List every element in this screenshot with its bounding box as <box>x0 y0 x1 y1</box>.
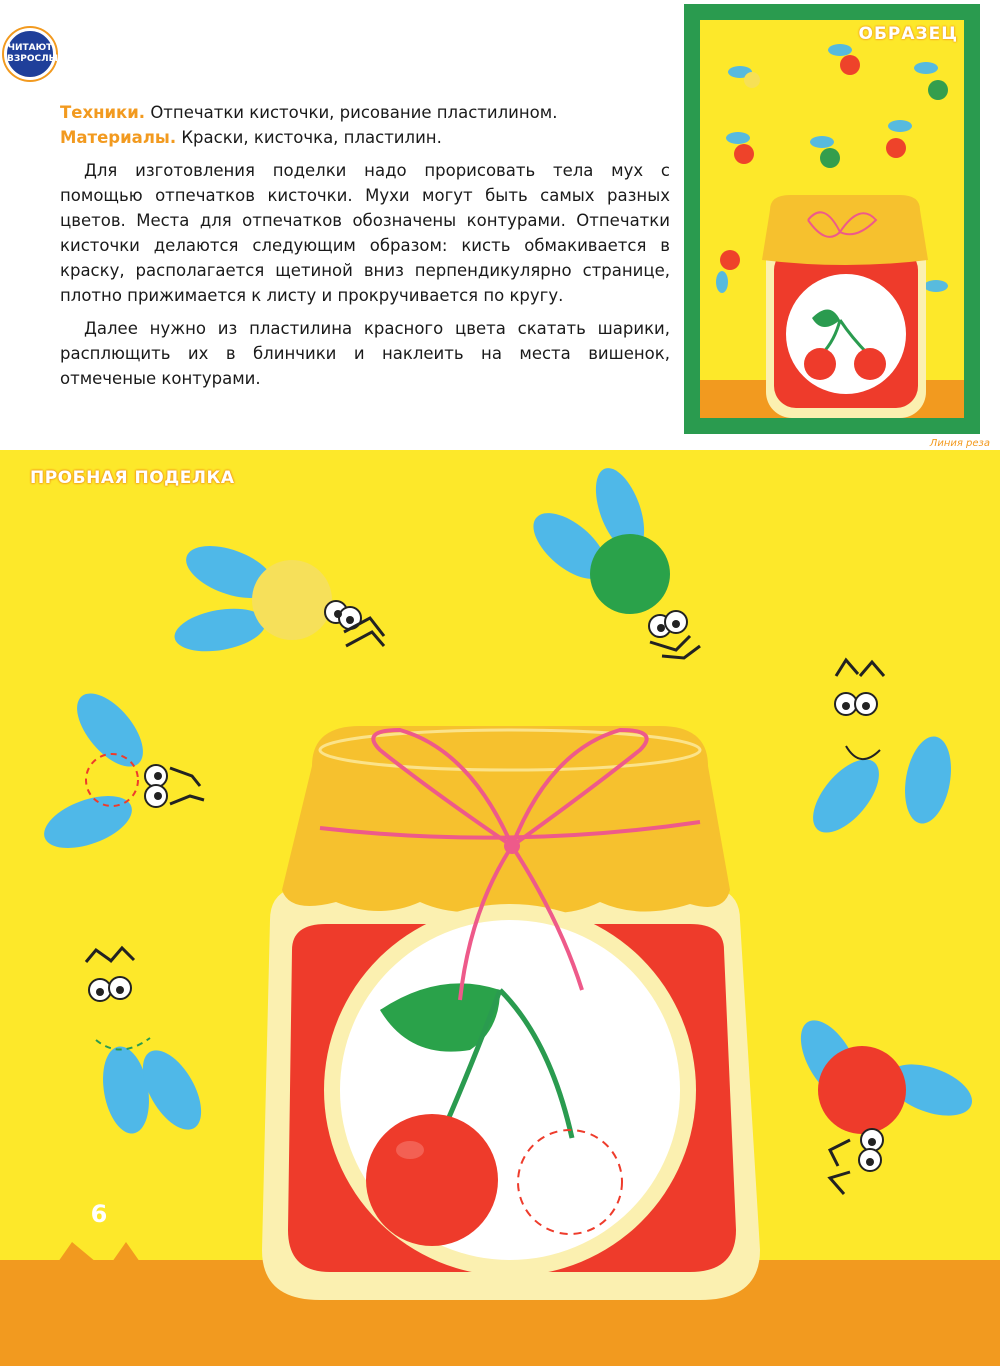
paragraph-1: Для изготовления поделки надо прорисовать тела мух с помощью отпечатков кисточки. Мухи могут быть самых разных цветов. Места для отпечатков обозначены контурами. Отпечатки кисточки делаются следующим образом: кисть обмакивается в краску, располагается щетиной вниз перпендикулярно странице, плотно прижимается к листу и прокручивается по кругу. <box>60 161 670 305</box>
techniques-line <box>60 100 670 125</box>
materials-label: Материалы. <box>60 128 177 147</box>
techniques-label: Техники. <box>60 103 146 122</box>
fly-outline-left <box>37 682 204 858</box>
materials-line <box>60 125 670 150</box>
fly-yellow <box>171 536 384 658</box>
fly-outline-right <box>801 660 957 844</box>
cut-line-label: Линия реза <box>929 438 990 449</box>
trial-title: ПРОБНАЯ ПОДЕЛКА <box>30 468 235 488</box>
badge-line-2: ВЗРОСЛЫЕ <box>7 54 65 64</box>
instructions <box>60 100 670 391</box>
paragraph-2: Далее нужно из пластилина красного цвета скатать шарики, расплющить их в блинчики и наклеить на места вишенок, отмеченые контурами. <box>60 319 670 388</box>
materials-text: Краски, кисточка, пластилин. <box>176 128 442 147</box>
sample-title: ОБРАЗЕЦ <box>858 24 958 44</box>
fly-outline-bottom-left <box>86 948 213 1139</box>
sample-panel <box>684 4 980 434</box>
fly-red <box>789 1011 979 1194</box>
trial-craft-area <box>0 450 1000 1366</box>
trial-illustration <box>0 450 1000 1366</box>
page-number: 6 <box>90 1200 108 1228</box>
sample-picture <box>700 20 964 418</box>
sample-illustration <box>700 20 964 418</box>
fly-green <box>522 462 700 658</box>
adults-read-badge <box>4 28 65 80</box>
techniques-text: Отпечатки кисточки, рисование пластилином. <box>145 103 558 122</box>
jam-jar <box>262 726 760 1300</box>
badge-line-1: ЧИТАЮТ <box>7 43 53 53</box>
page-title: мухи и варенье <box>60 28 481 79</box>
